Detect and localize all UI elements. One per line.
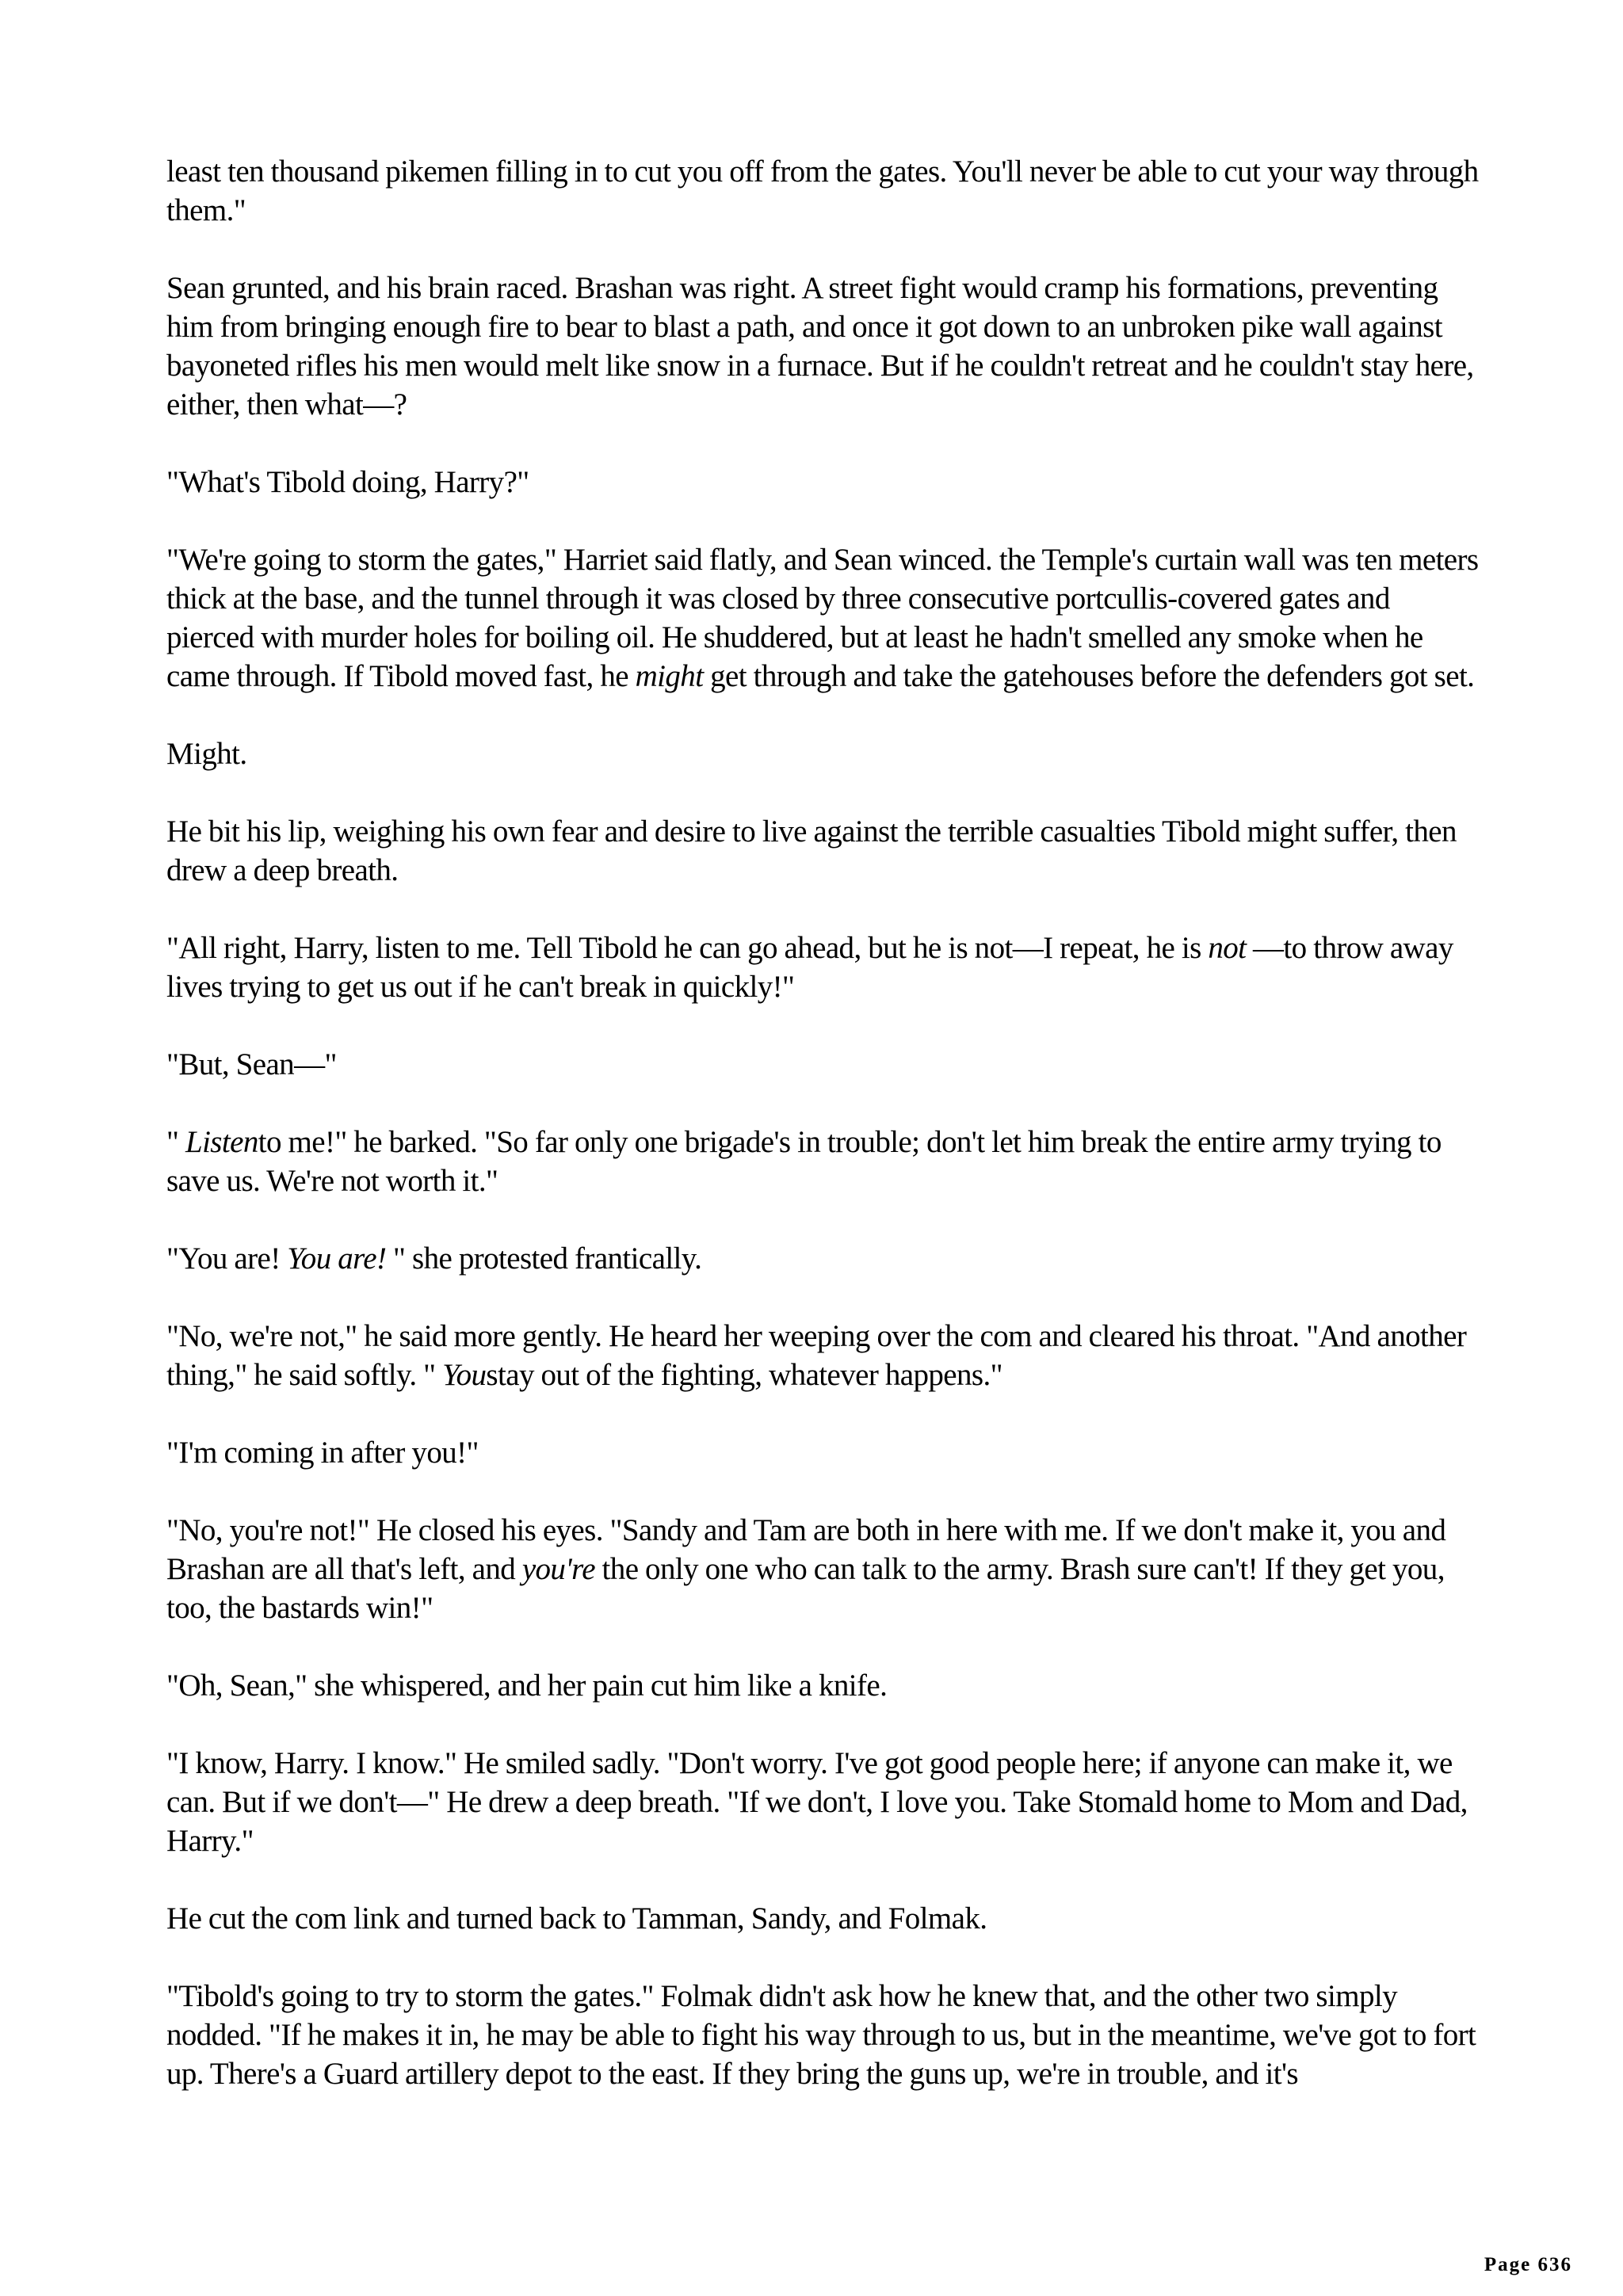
- paragraph: [166, 1317, 1482, 1394]
- text-run: "Oh, Sean," she whispered, and her pain cut him like a knife.: [166, 1669, 888, 1703]
- paragraph: [166, 1239, 1482, 1278]
- text-run: "Tibold's going to try to storm the gates." Folmak didn't ask how he knew that, and the other two simply nodded. "If he makes it in, he may be able to fight his way through to us, but in the meantime, we've got to fort up. There's a Guard artillery depot to the east. If they bring the guns up, we're in trouble, and it's: [166, 1979, 1476, 2091]
- text-run: "No, you're not!" He closed his eyes. "Sandy and Tam are both in here with me. If we don't make it, you and Brashan are all that's left, and: [166, 1513, 1446, 1586]
- text-run: stay out of the fighting, whatever happens.": [486, 1358, 1002, 1392]
- paragraph: [166, 152, 1482, 230]
- paragraph: [166, 1744, 1482, 1860]
- text-run: —to throw away lives trying to get us out if he can't break in quickly!": [166, 931, 1453, 1004]
- paragraph: [166, 463, 1482, 502]
- paragraph: [166, 1123, 1482, 1200]
- text-run: the only one who can talk to the army. Brash sure can't! If they get you, too, the bastards win!": [166, 1552, 1445, 1625]
- paragraph: [166, 1511, 1482, 1627]
- italic-text: you're: [521, 1552, 595, 1586]
- italic-text: not: [1208, 931, 1247, 965]
- text-run: least ten thousand pikemen filling in to cut you off from the gates. You'll never be able to cut your way through them.": [166, 154, 1479, 227]
- paragraph: [166, 1666, 1482, 1705]
- text-run: to me!" he barked. "So far only one brigade's in trouble; don't let him break the entire army trying to save us. We're not worth it.": [166, 1125, 1442, 1198]
- text-run: get through and take the gatehouses before the defenders got set.: [703, 659, 1475, 693]
- paragraph: [166, 812, 1482, 890]
- paragraph: [166, 1433, 1482, 1472]
- italic-text: You: [442, 1358, 487, 1392]
- text-run: He cut the com link and turned back to Tamman, Sandy, and Folmak.: [166, 1901, 987, 1936]
- text-run: ": [166, 1125, 185, 1159]
- text-run: "We're going to storm the gates," Harriet said flatly, and Sean winced. the Temple's curtain wall was ten meters thick at the base, and the tunnel through it was closed by three consecutive portcullis-covered gates and pierced with murder holes for boiling oil. He shuddered, but at least he hadn't smelled any smoke when he came through. If Tibold moved fast, he: [166, 543, 1479, 693]
- italic-text: Listen: [185, 1125, 258, 1159]
- text-run: "What's Tibold doing, Harry?": [166, 465, 529, 499]
- text-run: "I know, Harry. I know." He smiled sadly. "Don't worry. I've got good people here; if anyone can make it, we can. But if we don't—" He drew a deep breath. "If we don't, I love you. Take Stomald home to Mom and Dad, Harry.": [166, 1746, 1468, 1858]
- italic-text: You are!: [287, 1241, 387, 1276]
- italic-text: might: [635, 659, 704, 693]
- text-run: "All right, Harry, listen to me. Tell Tibold he can go ahead, but he is not—I repeat, he is: [166, 931, 1209, 965]
- paragraph: [166, 1977, 1482, 2093]
- text-run: "You are!: [166, 1241, 288, 1276]
- paragraph: [166, 1045, 1482, 1084]
- text-run: "But, Sean—": [166, 1047, 337, 1081]
- paragraph: [166, 1899, 1482, 1938]
- body-text: [166, 152, 1482, 2132]
- text-run: He bit his lip, weighing his own fear and desire to live against the terrible casualties Tibold might suffer, then drew a deep breath.: [166, 814, 1457, 887]
- text-run: "No, we're not," he said more gently. He heard her weeping over the com and cleared his throat. "And another thing," he said softly. ": [166, 1319, 1467, 1392]
- paragraph: [166, 540, 1482, 696]
- paragraph: [166, 734, 1482, 773]
- text-run: "I'm coming in after you!": [166, 1436, 479, 1470]
- paragraph: [166, 929, 1482, 1006]
- paragraph: [166, 269, 1482, 424]
- text-run: Sean grunted, and his brain raced. Brashan was right. A street fight would cramp his formations, preventing him from bringing enough fire to bear to blast a path, and once it got down to an unbroken pike wall against bayoneted rifles his men would melt like snow in a furnace. But if he couldn't retreat and he couldn't stay here, either, then what—?: [166, 271, 1474, 421]
- text-run: Might.: [166, 737, 247, 771]
- page-number: Page 636: [1484, 2254, 1572, 2275]
- text-run: " she protested frantically.: [386, 1241, 702, 1276]
